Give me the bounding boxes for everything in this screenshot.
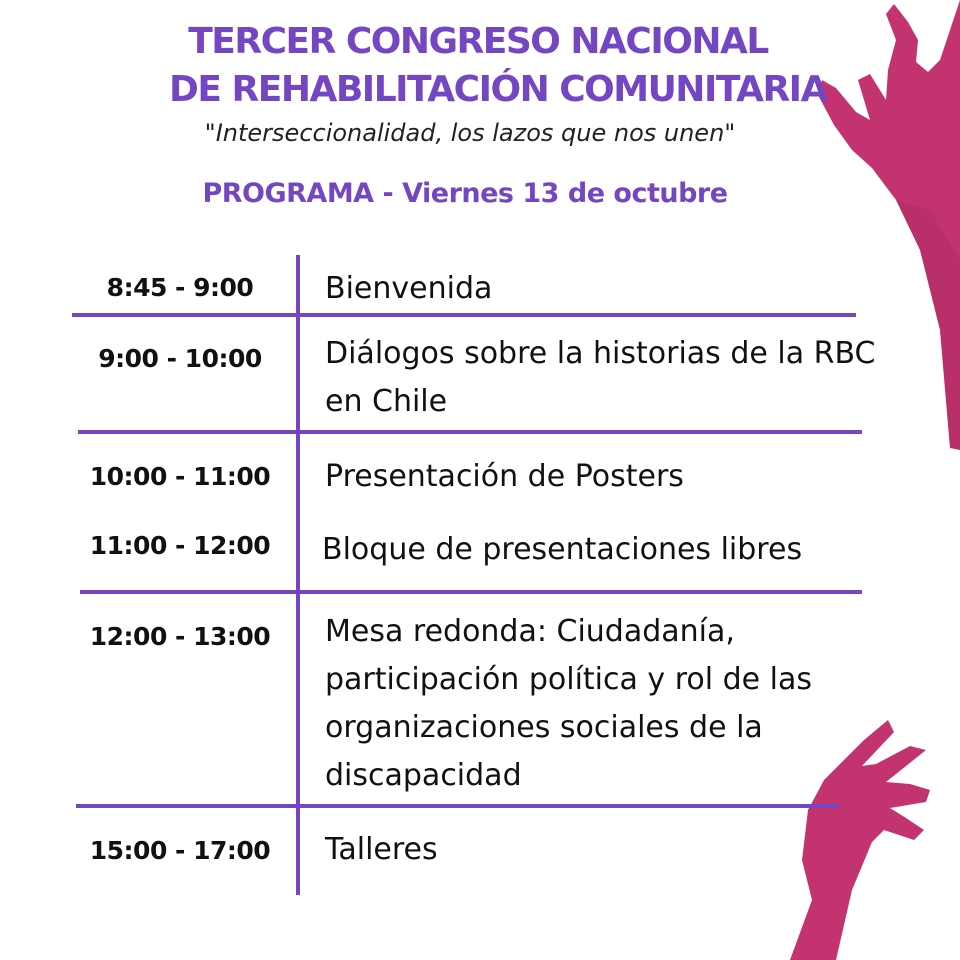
schedule-activity: Talleres bbox=[325, 832, 438, 867]
schedule-activity: Bienvenida bbox=[325, 271, 493, 306]
schedule-row-divider bbox=[80, 590, 862, 594]
schedule-activity: Bloque de presentaciones libres bbox=[322, 532, 803, 567]
schedule-activity: Diálogos sobre la historias de la RBC en Chile bbox=[325, 336, 876, 419]
schedule-time: 10:00 - 11:00 bbox=[89, 462, 271, 491]
schedule-time: 8:45 - 9:00 bbox=[106, 273, 254, 302]
schedule-activity: Presentación de Posters bbox=[325, 459, 684, 494]
event-title-line-2: DE REHABILITACIÓN COMUNITARIA bbox=[169, 69, 827, 110]
program-date-heading: PROGRAMA - Viernes 13 de octubre bbox=[202, 178, 728, 209]
schedule-time: 9:00 - 10:00 bbox=[98, 344, 262, 373]
schedule-time: 15:00 - 17:00 bbox=[89, 836, 271, 865]
event-subtitle: "Interseccionalidad, los lazos que nos unen" bbox=[204, 119, 736, 147]
schedule-time: 12:00 - 13:00 bbox=[89, 622, 271, 651]
schedule-row-divider bbox=[72, 313, 856, 317]
schedule-row-divider bbox=[76, 804, 838, 808]
schedule-time: 11:00 - 12:00 bbox=[89, 531, 271, 560]
schedule-activity: Mesa redonda: Ciudadanía, participación política y rol de las organizaciones sociales de la discapacidad bbox=[325, 614, 813, 793]
schedule-row-divider bbox=[78, 430, 862, 434]
event-title-line-1: TERCER CONGRESO NACIONAL bbox=[188, 21, 768, 62]
